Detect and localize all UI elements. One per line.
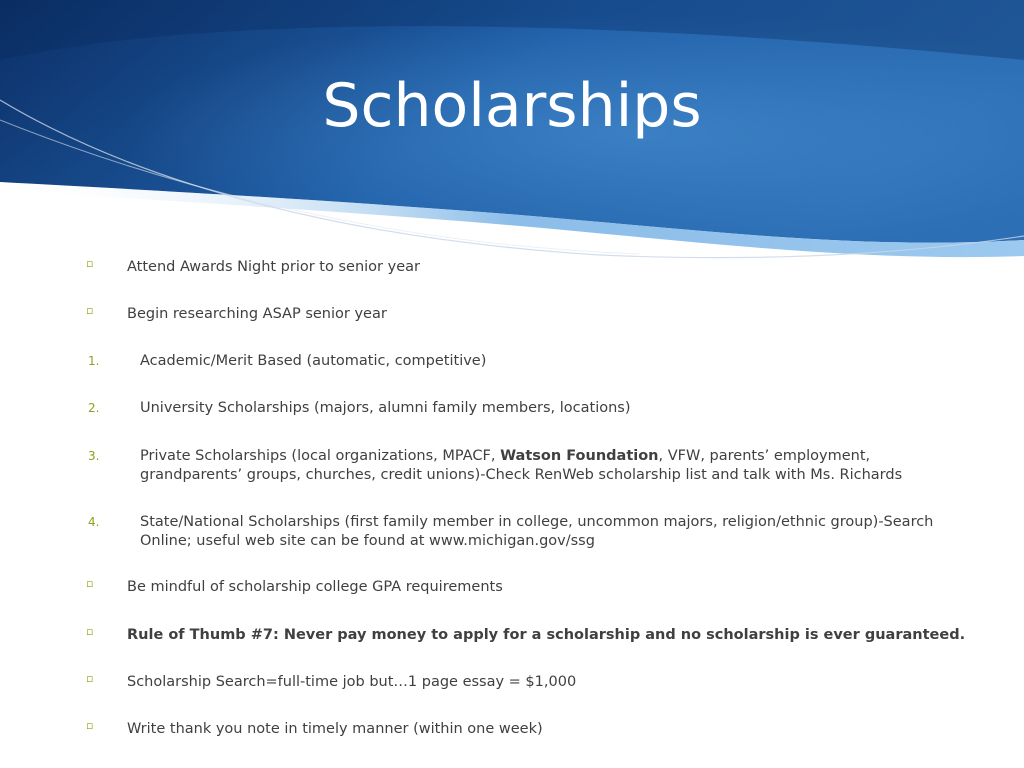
item-text: State/National Scholarships (first family member in college, uncommon majors, religion/ethnic group)-Search Online; useful web site can be found at www.michigan.gov/ssg <box>140 514 934 549</box>
item-text: Be mindful of scholarship college GPA requirements <box>127 579 503 595</box>
item-number: 3. <box>88 449 100 463</box>
item-text: Rule of Thumb #7: Never pay money to apply for a scholarship and no scholarship is ever guaranteed. <box>127 627 966 643</box>
item-number: 4. <box>88 515 100 529</box>
item-text: Begin researching ASAP senior year <box>127 306 387 322</box>
item-text: Scholarship Search=full-time job but…1 page essay = $1,000 <box>127 674 577 690</box>
slide-title: Scholarships <box>322 71 702 141</box>
bullet-icon: ▫ <box>86 625 94 638</box>
bullet-icon: ▫ <box>86 257 94 270</box>
item-number: 2. <box>88 401 100 415</box>
item-text: Write thank you note in timely manner (within one week) <box>127 721 543 737</box>
bullet-icon: ▫ <box>86 577 94 590</box>
bold-text: Watson Foundation <box>500 448 659 464</box>
item-text: Academic/Merit Based (automatic, competitive) <box>140 353 487 369</box>
item-text: Private Scholarships (local organizations, MPACF, Watson Foundation, VFW, parents’ employment, grandparents’ groups, churches, credit unions)-Check RenWeb scholarship list and talk with Ms. Richards <box>140 448 903 483</box>
item-number: 1. <box>88 354 100 368</box>
bullet-icon: ▫ <box>86 719 94 732</box>
bullet-icon: ▫ <box>86 672 94 685</box>
bullet-icon: ▫ <box>86 304 94 317</box>
item-text: Attend Awards Night prior to senior year <box>127 259 420 275</box>
item-text: University Scholarships (majors, alumni family members, locations) <box>140 400 631 416</box>
